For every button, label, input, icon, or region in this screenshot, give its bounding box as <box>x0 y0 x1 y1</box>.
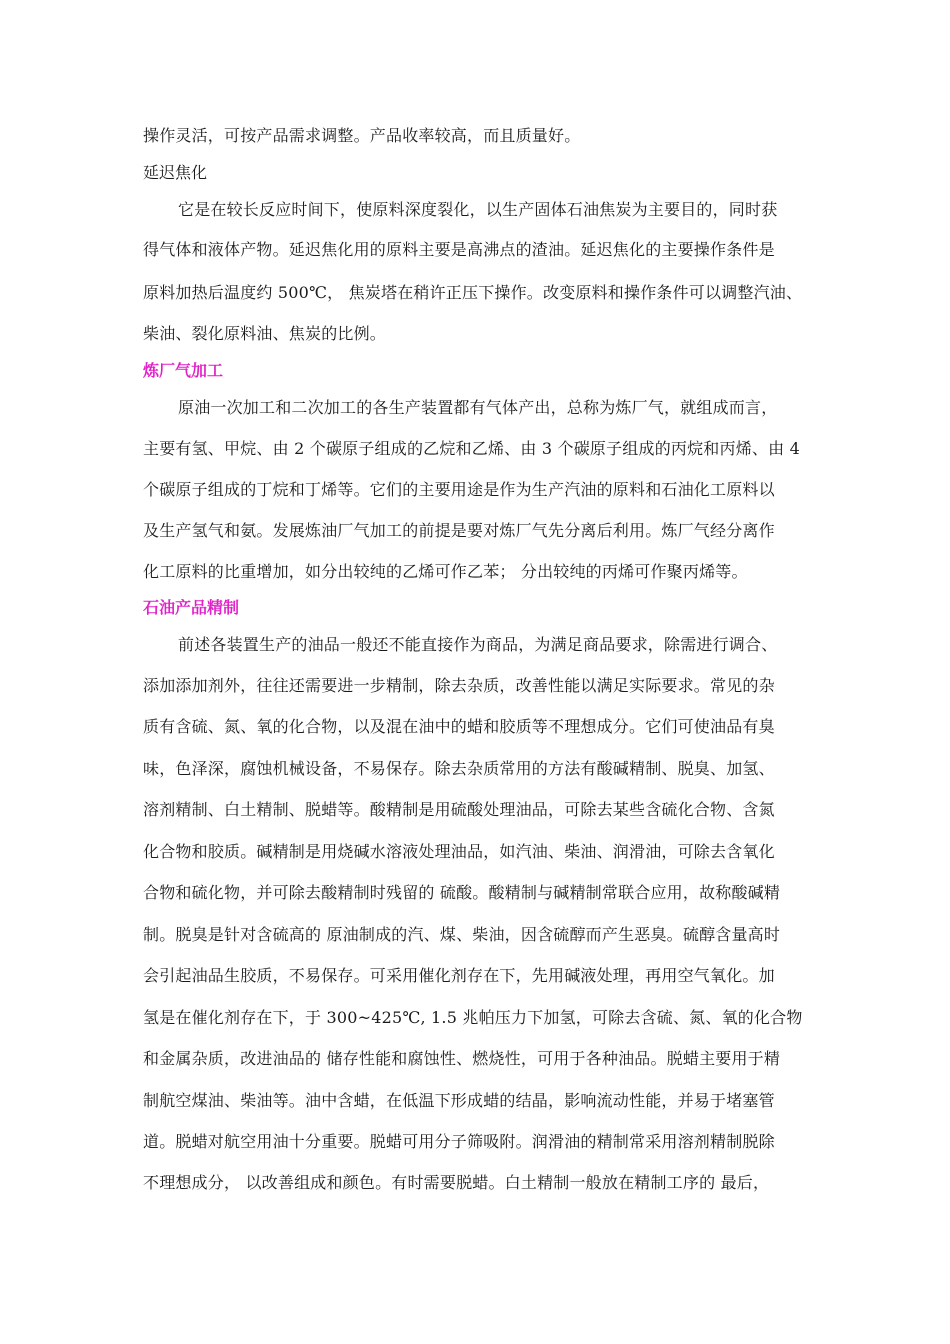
paragraph-line: 前述各装置生产的油品一般还不能直接作为商品，为满足商品要求，除需进行调合、 <box>178 635 778 654</box>
paragraph-line: 氢是在催化剂存在下，于 300~425℃, 1.5 兆帕压力下加氢，可除去含硫、氮、氧的化合物 <box>143 1008 803 1027</box>
paragraph-line: 个碳原子组成的丁烷和丁烯等。它们的主要用途是作为生产汽油的原料和石油化工原料以 <box>143 480 775 499</box>
paragraph-line: 原油一次加工和二次加工的各生产装置都有气体产出，总称为炼厂气，就组成而言， <box>178 398 778 417</box>
paragraph-line: 制航空煤油、柴油等。油中含蜡，在低温下形成蜡的结晶，影响流动性能，并易于堵塞管 <box>143 1091 775 1110</box>
paragraph-line: 溶剂精制、白土精制、脱蜡等。酸精制是用硫酸处理油品，可除去某些含硫化合物、含氮 <box>143 800 775 819</box>
paragraph-line: 柴油、裂化原料油、焦炭的比例。 <box>143 324 387 343</box>
paragraph-line: 主要有氢、甲烷、由 2 个碳原子组成的乙烷和乙烯、由 3 个碳原子组成的丙烷和丙烯、由 4 <box>143 439 800 458</box>
paragraph-line: 及生产氢气和氨。发展炼油厂气加工的前提是要对炼厂气先分离后利用。炼厂气经分离作 <box>143 521 775 540</box>
paragraph-line: 和金属杂质，改进油品的 储存性能和腐蚀性、燃烧性，可用于各种油品。脱蜡主要用于精 <box>143 1049 781 1068</box>
section-heading-delayed-coking: 延迟焦化 <box>143 163 208 182</box>
section-heading-refinery-gas: 炼厂气加工 <box>143 361 224 380</box>
paragraph-line: 制。脱臭是针对含硫高的 原油制成的汽、煤、柴油，因含硫醇而产生恶臭。硫醇含量高时 <box>143 925 781 944</box>
paragraph-line: 道。脱蜡对航空用油十分重要。脱蜡可用分子筛吸附。润滑油的精制常采用溶剂精制脱除 <box>143 1132 775 1151</box>
paragraph-line: 不理想成分， 以改善组成和颜色。有时需要脱蜡。白土精制一般放在精制工序的 最后， <box>143 1173 770 1192</box>
paragraph-line: 合物和硫化物，并可除去酸精制时残留的 硫酸。酸精制与碱精制常联合应用，故称酸碱精 <box>143 883 781 902</box>
paragraph-line: 味，色泽深，腐蚀机械设备，不易保存。除去杂质常用的方法有酸碱精制、脱臭、加氢、 <box>143 759 775 778</box>
paragraph-line: 原料加热后温度约 500℃， 焦炭塔在稍许正压下操作。改变原料和操作条件可以调整汽油、 <box>143 283 803 302</box>
paragraph-line: 它是在较长反应时间下，使原料深度裂化，以生产固体石油焦炭为主要目的，同时获 <box>178 200 778 219</box>
paragraph-line: 操作灵活，可按产品需求调整。产品收率较高，而且质量好。 <box>143 126 581 145</box>
paragraph-line: 化合物和胶质。碱精制是用烧碱水溶液处理油品，如汽油、柴油、润滑油，可除去含氧化 <box>143 842 775 861</box>
paragraph-line: 会引起油品生胶质，不易保存。可采用催化剂存在下，先用碱液处理，再用空气氧化。加 <box>143 966 775 985</box>
paragraph-line: 化工原料的比重增加，如分出较纯的乙烯可作乙苯； 分出较纯的丙烯可作聚丙烯等。 <box>143 562 748 581</box>
paragraph-line: 得气体和液体产物。延迟焦化用的原料主要是高沸点的渣油。延迟焦化的主要操作条件是 <box>143 240 775 259</box>
paragraph-line: 质有含硫、氮、氧的化合物，以及混在油中的蜡和胶质等不理想成分。它们可使油品有臭 <box>143 717 775 736</box>
paragraph-line: 添加添加剂外，往往还需要进一步精制，除去杂质，改善性能以满足实际要求。常见的杂 <box>143 676 775 695</box>
section-heading-product-refining: 石油产品精制 <box>143 598 240 617</box>
